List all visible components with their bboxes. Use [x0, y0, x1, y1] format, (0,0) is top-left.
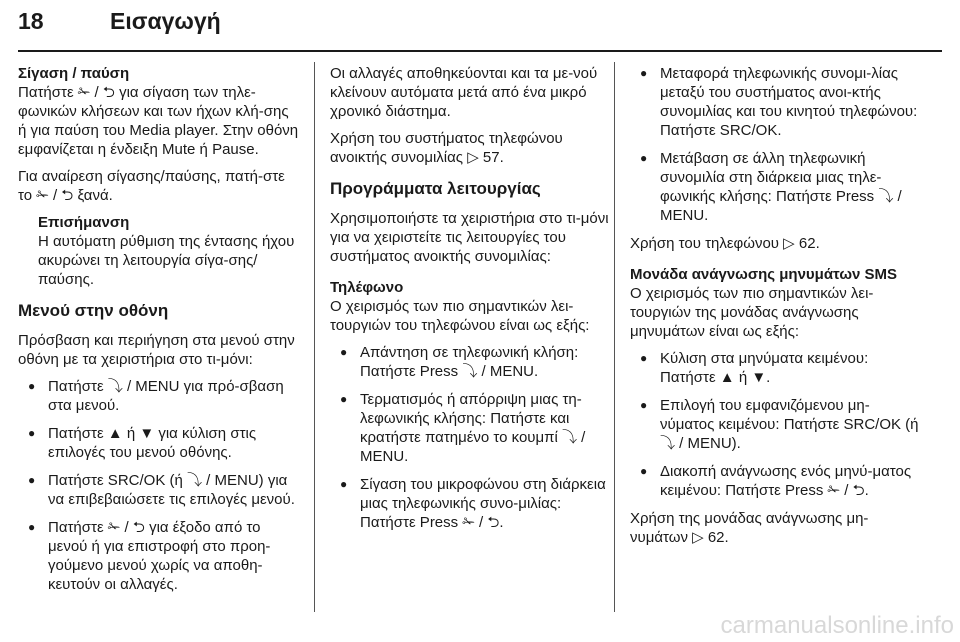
page-header [18, 4, 942, 44]
bullet-list [630, 64, 922, 225]
bullet-list [630, 349, 922, 500]
paragraph: Οι αλλαγές αποθηκεύονται και τα με-νού κλείνουν αυτόματα μετά από ένα μικρό χρονικό διάστημα. [330, 65, 598, 120]
paragraph: Χρησιμοποιήστε τα χειριστήρια στο τι-μόνι για να χειριστείτε τις λειτουργίες του συστήματος ανοικτής συνομιλίας: [330, 210, 609, 265]
paragraph: Για αναίρεση σίγασης/παύσης, πατή-στε το ✁ / ⮌ ξανά. [18, 168, 285, 204]
list-item: ● Τερματισμός ή απόρριψη μιας τη-λεφωνικής κλήσης: Πατήστε και κρατήστε πατημένο το κουμπί ⤵ / MENU. [330, 390, 615, 466]
list-item: ● Επιλογή του εμφανιζόμενου μη-νύματος κειμένου: Πατήστε SRC/OK (ή ⤵ / MENU). [630, 396, 922, 453]
paragraph: Χρήση του τηλεφώνου ▷ 62. [630, 235, 820, 252]
paragraph: Πρόσβαση και περιήγηση στα μενού στην οθόνη με τα χειριστήρια στο τι-μόνι: [18, 332, 295, 368]
paragraph: Χρήση της μονάδας ανάγνωσης μη-νυμάτων ▷ 62. [630, 510, 869, 546]
paragraph: Πατήστε ✁ / ⮌ για σίγαση των τηλε-φωνικών κλήσεων και των ήχων κλή-σης ή για παύση του Media player. Στην οθόνη εμφανίζεται η ένδειξη Mute ή Pause. [18, 84, 299, 158]
list-item: ● Πατήστε ⤵ / MENU για πρό-σβαση στα μενού. [18, 377, 300, 415]
list-item: ● Μεταφορά τηλεφωνικής συνομι-λίας μεταξύ του συστήματος ανοι-κτής συνομιλίας και του κινητού τηλεφώνου: Πατήστε SRC/OK. [630, 64, 922, 140]
paragraph: Χρήση του συστήματος τηλεφώνου ανοικτής συνομιλίας ▷ 57. [330, 130, 563, 166]
bullet-list [18, 377, 300, 594]
section-heading: Σίγαση / παύση [18, 65, 130, 82]
bullet-list [330, 343, 615, 532]
page-title: Εισαγωγή [110, 8, 221, 34]
subsection-heading: Μενού στην οθόνη [18, 301, 169, 320]
section-heading: Μονάδα ανάγνωσης μηνυμάτων SMS [630, 266, 898, 283]
note-title: Επισήμανση [38, 214, 130, 231]
list-item: ● Απάντηση σε τηλεφωνική κλήση: Πατήστε Press ⤵ / MENU. [330, 343, 615, 381]
column-divider [314, 62, 315, 612]
page-number: 18 [18, 8, 44, 34]
watermark: carmanualsonline.info [720, 612, 954, 639]
list-item: ● Κύλιση στα μηνύματα κειμένου: Πατήστε ▲ ή ▼. [630, 349, 922, 387]
column-3 [630, 64, 922, 555]
paragraph: Ο χειρισμός των πιο σημαντικών λει-τουργιών του τηλεφώνου είναι ως εξής: [330, 298, 590, 334]
list-item: ● Πατήστε SRC/OK (ή ⤵ / MENU) για να επιβεβαιώσετε τις επιλογές μενού. [18, 471, 300, 509]
note-text: Η αυτόματη ρύθμιση της έντασης ήχου ακυρώνει τη λειτουργία σίγα-σης/παύσης. [38, 233, 295, 288]
note-box [38, 213, 300, 289]
column-2 [330, 64, 615, 541]
paragraph: Ο χειρισμός των πιο σημαντικών λει-τουργιών της μονάδας ανάγνωσης μηνυμάτων είναι ως εξής: [630, 285, 874, 340]
list-item: ● Μετάβαση σε άλλη τηλεφωνική συνομιλία στη διάρκεια μιας τηλε-φωνικής κλήσης: Πατήστε Press ⤵ / MENU. [630, 149, 922, 225]
section-heading: Τηλέφωνο [330, 279, 404, 296]
column-1 [18, 64, 300, 603]
subsection-heading: Προγράμματα λειτουργίας [330, 179, 541, 198]
list-item: ● Πατήστε ▲ ή ▼ για κύλιση στις επιλογές του μενού οθόνης. [18, 424, 300, 462]
list-item: ● Σίγαση του μικροφώνου στη διάρκεια μιας τηλεφωνικής συνο-μιλίας: Πατήστε Press ✁ / ⮌. [330, 475, 615, 532]
header-rule [18, 50, 942, 52]
list-item: ● Διακοπή ανάγνωσης ενός μηνύ-ματος κειμένου: Πατήστε Press ✁ / ⮌. [630, 462, 922, 500]
list-item: ● Πατήστε ✁ / ⮌ για έξοδο από το μενού ή για επιστροφή στο προη-γούμενο μενού χωρίς να αποθη-κευτούν οι αλλαγές. [18, 518, 300, 594]
